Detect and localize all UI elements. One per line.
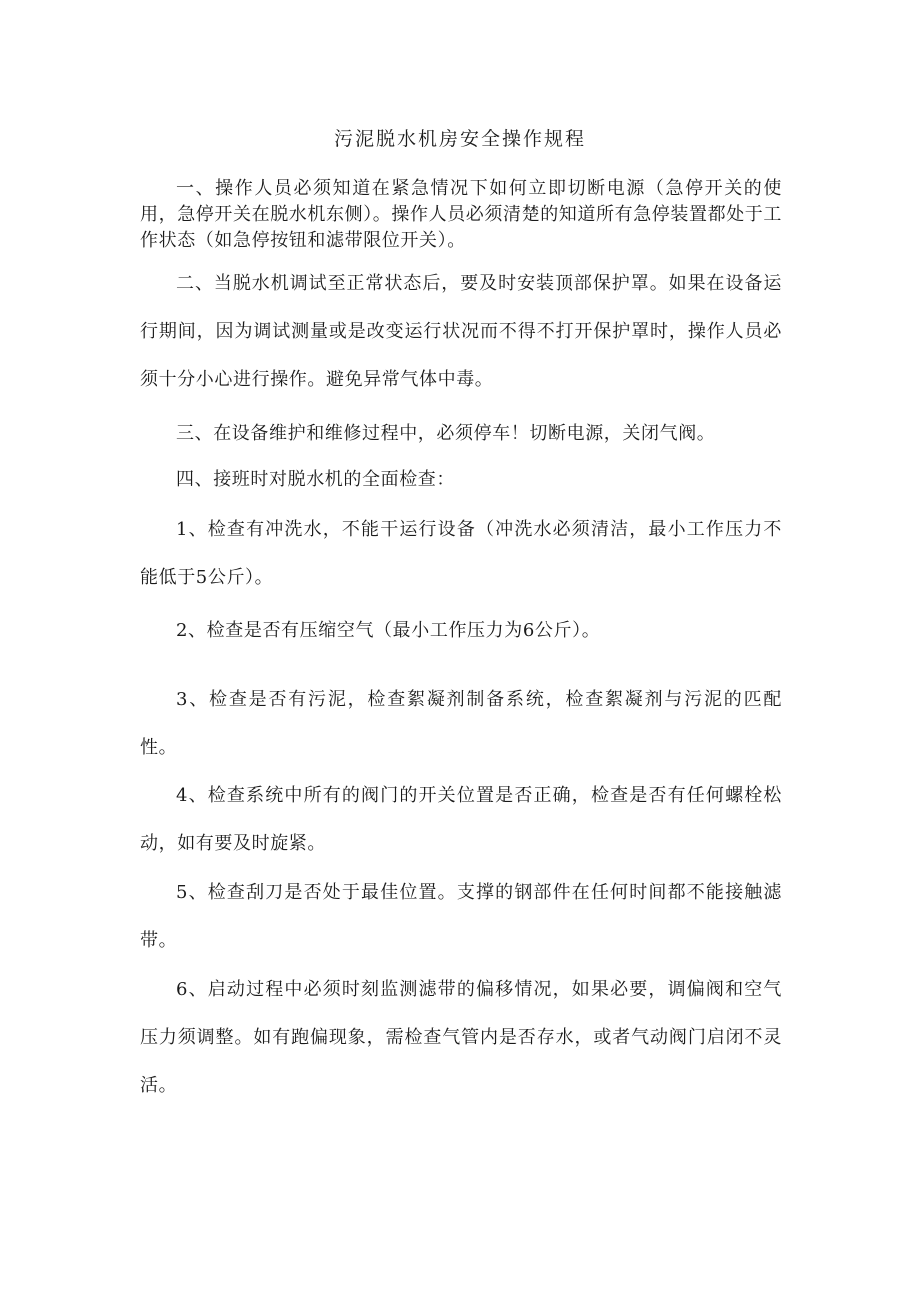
checklist-item-2-compressed-air: 2、检查是否有压缩空气（最小工作压力为6公斤）。 [176, 620, 601, 641]
paragraph-1-emergency-stop: 一、操作人员必须知道在紧急情况下如何立即切断电源（急停开关的使用，急停开关在脱水机东侧）。操作人员必须清楚的知道所有急停装置都处于工作状态（如急停按钮和滤带限位开关）。 [140, 178, 782, 251]
checklist-item-1-flush-water: 1、检查有冲洗水，不能干运行设备（冲洗水必须清洁，最小工作压力不能低于5公斤）。 [140, 519, 782, 588]
checklist-item-5-scraper: 5、检查刮刀是否处于最佳位置。支撑的钢部件在任何时间都不能接触滤带。 [140, 882, 782, 951]
paragraph-3-maintenance: 三、在设备维护和维修过程中，必须停车！切断电源，关闭气阀。 [176, 423, 716, 444]
checklist-item-4-valves-bolts: 4、检查系统中所有的阀门的开关位置是否正确，检查是否有任何螺栓松动，如有要及时旋紧。 [140, 785, 782, 854]
document-title: 污泥脱水机房安全操作规程 [333, 128, 586, 150]
paragraph-4-shift-inspection: 四、接班时对脱水机的全面检查： [176, 469, 455, 490]
checklist-item-3-sludge-flocculant: 3、检查是否有污泥，检查絮凝剂制备系统，检查絮凝剂与污泥的匹配性。 [140, 689, 782, 758]
paragraph-2-protective-cover: 二、当脱水机调试至正常状态后，要及时安装顶部保护罩。如果在设备运行期间，因为调试测量或是改变运行状况而不得不打开保护罩时，操作人员必须十分小心进行操作。避免异常气体中毒。 [140, 273, 782, 390]
checklist-item-6-belt-offset: 6、启动过程中必须时刻监测滤带的偏移情况，如果必要，调偏阀和空气压力须调整。如有跑偏现象，需检查气管内是否存水，或者气动阀门启闭不灵活。 [140, 979, 782, 1096]
